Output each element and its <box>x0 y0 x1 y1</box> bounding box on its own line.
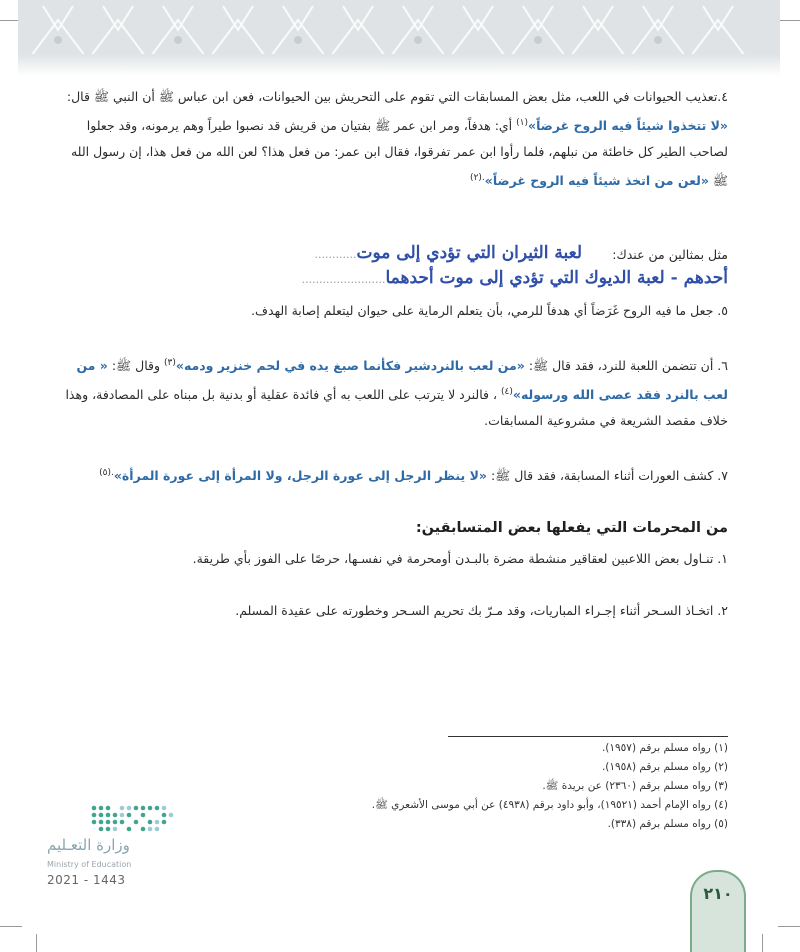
crop-mark <box>778 926 800 927</box>
ministry-name-arabic: وزارة التعـليم <box>47 836 130 854</box>
crop-mark <box>778 20 800 21</box>
handwritten-answer-line-1 <box>315 243 583 263</box>
footnote: (٢) رواه مسلم برقم (١٩٥٨). <box>601 761 728 773</box>
footnote-divider <box>448 736 728 737</box>
ministry-name-english: Ministry of Education <box>47 860 132 869</box>
fill-dots: ............ <box>314 248 357 261</box>
item-5-paragraph: ٥. جعل ما فيه الروح غَرَضاً أي هدفاً للرمي، بأن يتعلم الرماية على حيوان ليتعلم إصابة الهدف. <box>251 303 728 318</box>
list-item: ١. تنـاول بعض اللاعبين لعقاقير منشطة مضرة بالبـدن أومحرمة في نفسـها، حرصًا على الفوز بأي طريقة. <box>192 551 728 566</box>
footnote-ref: (٣) <box>164 358 176 368</box>
item-7-paragraph <box>52 460 728 489</box>
item-7-intro: ٧. كشف العورات أثناء المسابقة، فقد قال ﷺ: <box>486 468 728 484</box>
page-number-tab <box>690 870 746 952</box>
footnote-ref: .(٢) <box>470 173 485 184</box>
hadith-quote: «لعن من اتخذ شيئاً فيه الروح غرضاً» <box>484 173 709 189</box>
hadith-quote: «من لعب بالنردشير فكأنما صبغ يده في لحم خنزير ودمه» <box>175 358 525 374</box>
header-fade <box>18 54 780 76</box>
list-item: ٢. اتخـاذ السـحر أثناء إجـراء المباريات، وقد مـرّ بك تحريم السـحر وخطورته على عقيدة المسلم. <box>235 603 728 618</box>
handwritten-answer-text: لعبة الثيران التي تؤدي إلى موت <box>356 243 582 263</box>
exercise-prompt: مثل بمثالين من عندك: <box>612 247 728 262</box>
footnote-ref: (٤) <box>501 387 513 398</box>
footnote-ref: .(٥) <box>99 468 114 478</box>
footnote-ref: (١) <box>516 118 529 128</box>
footnote: (٥) رواه مسلم برقم (٣٣٨). <box>607 818 728 830</box>
page-number: ٢١٠ <box>703 884 733 903</box>
item-6-rest: ، فالنرد لا يترتب على اللعب به أي فائدة عقلية أو بدنية بل مبناه على المصادفة، وهذا خلاف مقصد الشريعة في مشروعية المسابقات. <box>65 387 728 429</box>
footnote: (٣) رواه مسلم برقم (٢٣٦٠) عن بريدة ﷺ. <box>542 780 728 792</box>
footnote: (٤) رواه الإمام أحمد (١٩٥٢١)، وأبو داود برقم (٤٩٣٨) عن أبي موسى الأشعري ﷺ. <box>371 799 728 811</box>
item-6-middle: وقال ﷺ: <box>107 358 164 374</box>
item-6-paragraph <box>52 350 728 434</box>
handwritten-answer-text: أحدهم - لعبة الديوك التي تؤدي إلى موت أحدهما <box>385 268 728 288</box>
item-4-middle: أي: هدفاً، ومر ابن عمر ﷺ بفتيان من قريش قد نصبوا طيراً وهم يرمونه، وقد جعلوا لصاحب الطير كل خاطئة من نبلهم، فلما رأوا ابن عمر تفرقوا، فقال ابن عمر: من فعل هذا؟ لعن الله من فعل هذا، إن رسول الله ﷺ <box>70 118 728 189</box>
crop-mark <box>0 926 22 927</box>
section-heading: من المحرمات التي يفعلها بعض المتسابقين: <box>415 520 728 536</box>
fill-dots: ........................ <box>301 273 386 286</box>
footnote: (١) رواه مسلم برقم (١٩٥٧). <box>601 742 728 754</box>
hadith-quote: « من لعب بالنرد فقد عصى الله ورسوله» <box>76 358 728 403</box>
item-4-paragraph <box>52 84 728 194</box>
item-6-intro: ٦. أن تتضمن اللعبة للنرد، فقد قال ﷺ: <box>524 358 728 374</box>
academic-year: 2021 - 1443 <box>47 873 126 887</box>
hadith-quote: «لا ينظر الرجل إلى عورة الرجل، ولا المرأة إلى عورة المرأة» <box>113 468 487 484</box>
item-4-intro: ٤.تعذيب الحيوانات في اللعب، مثل بعض المسابقات التي تقوم على التحريش بين الحيوانات، فعن ابن عباس ﷺ أن النبي ﷺ قال: <box>66 89 728 104</box>
crop-mark <box>762 934 763 952</box>
hadith-quote: «لا تتخذوا شيئاً فيه الروح غرضاً» <box>528 118 728 134</box>
crop-mark <box>36 934 37 952</box>
handwritten-answer-line-2 <box>302 268 728 288</box>
